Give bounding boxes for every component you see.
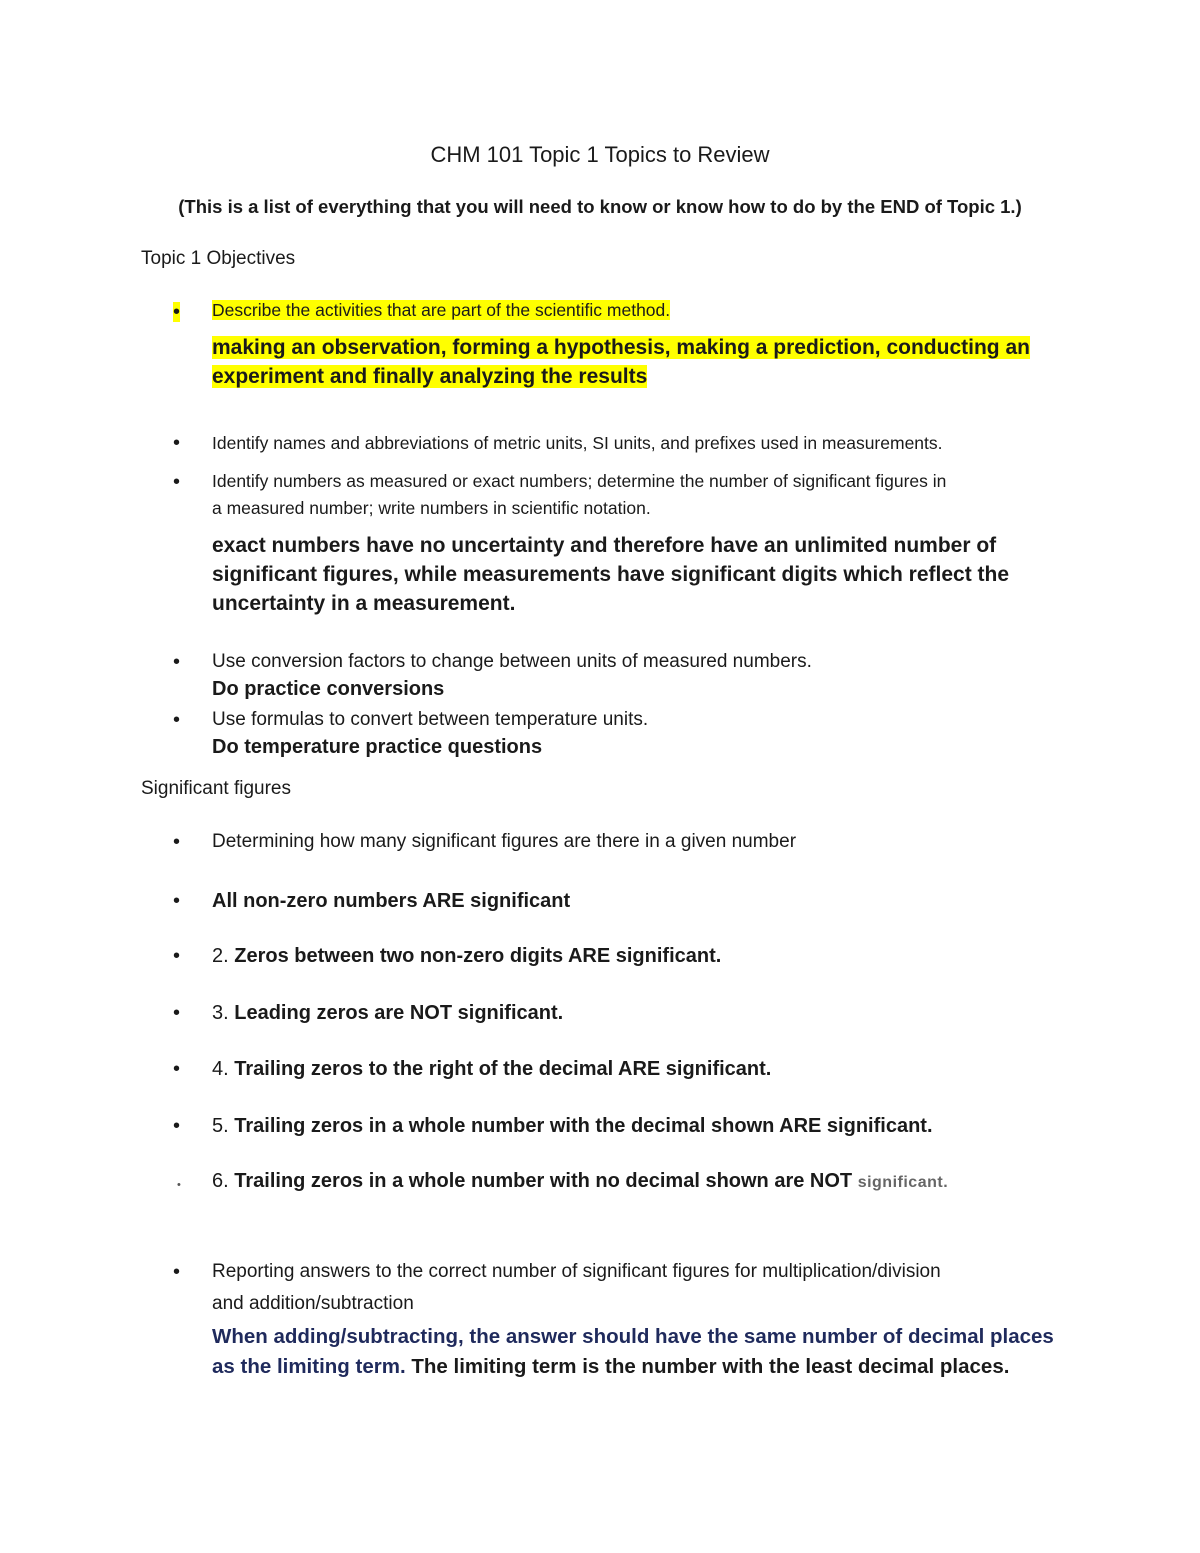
bullet-icon: • — [177, 1179, 181, 1191]
bullet-icon: • — [173, 1002, 181, 1024]
bullet-icon: • — [173, 301, 181, 323]
rule-leading-zeros — [212, 1002, 563, 1025]
bullet-icon: • — [173, 1058, 181, 1080]
rule-number: 5. — [212, 1115, 235, 1137]
objective-metric-units: Identify names and abbreviations of metric units, SI units, and prefixes used in measurements. — [212, 433, 943, 453]
bullet-icon: • — [173, 471, 181, 493]
objective-temperature: Use formulas to convert between temperature units. — [212, 709, 649, 730]
objectives-heading: Topic 1 Objectives — [141, 248, 296, 269]
rule-text: Leading zeros are NOT significant. — [234, 1002, 564, 1024]
rule-trailing-whole-no-decimal — [212, 1170, 948, 1193]
objective-numbers-line1: Identify numbers as measured or exact numbers; determine the number of significant figures in — [212, 471, 947, 491]
page-title: CHM 101 Topic 1 Topics to Review — [430, 142, 770, 167]
bullet-icon: • — [173, 651, 181, 673]
rule-number: 3. — [212, 1002, 235, 1024]
rule-captive-zeros — [212, 945, 721, 968]
answer-temperature-practice: Do temperature practice questions — [212, 736, 543, 758]
rule-text: Trailing zeros in a whole number with the decimal shown ARE significant. — [234, 1115, 933, 1137]
rule-number: 4. — [212, 1058, 235, 1080]
sigfigs-reporting-line1: Reporting answers to the correct number of significant figures for multiplication/division — [212, 1261, 941, 1282]
rule-text: Zeros between two non-zero digits ARE significant. — [234, 945, 722, 967]
rule-trailing-whole-decimal — [212, 1115, 933, 1138]
rule-text-tail: significant. — [857, 1174, 949, 1191]
sigfigs-reporting-line2: and addition/subtraction — [212, 1293, 414, 1314]
rule-text: Trailing zeros in a whole number with no decimal shown are NOT — [234, 1170, 858, 1192]
rule-nonzero: All non-zero numbers ARE significant — [212, 890, 571, 912]
bullet-icon: • — [173, 1261, 181, 1283]
rule-number: 2. — [212, 945, 235, 967]
answer-adding-part-a: as the limiting term. — [212, 1355, 406, 1378]
objective-conversion-factors: Use conversion factors to change between units of measured numbers. — [212, 651, 812, 672]
answer-practice-conversions: Do practice conversions — [212, 678, 445, 700]
answer-adding-part-b: The limiting term is the number with the least decimal places. — [405, 1355, 1010, 1378]
rule-text: Trailing zeros to the right of the decimal ARE significant. — [234, 1058, 772, 1080]
bullet-icon: • — [173, 1115, 181, 1137]
bullet-icon: • — [173, 709, 181, 731]
answer-exact-numbers-line1: exact numbers have no uncertainty and therefore have an unlimited number of — [212, 534, 997, 557]
answer-scientific-method-line1: making an observation, forming a hypothesis, making a prediction, conducting an — [212, 336, 1030, 359]
sigfigs-heading: Significant figures — [141, 778, 291, 799]
bullet-icon: • — [173, 831, 181, 853]
answer-adding-line1: When adding/subtracting, the answer should have the same number of decimal places — [212, 1325, 1054, 1348]
rule-number: 6. — [212, 1170, 235, 1192]
page-subtitle: (This is a list of everything that you will need to know or know how to do by the END of Topic 1.) — [178, 196, 1022, 217]
bullet-icon: • — [173, 432, 181, 454]
answer-scientific-method-line2: experiment and finally analyzing the results — [212, 365, 648, 388]
objective-numbers-line2: a measured number; write numbers in scientific notation. — [212, 498, 651, 518]
bullet-icon: • — [173, 945, 181, 967]
sigfigs-determining: Determining how many significant figures are there in a given number — [212, 831, 797, 852]
answer-adding-line2 — [212, 1355, 1009, 1379]
objective-scientific-method: Describe the activities that are part of the scientific method. — [212, 300, 671, 320]
rule-trailing-decimal — [212, 1058, 771, 1081]
answer-exact-numbers-line3: uncertainty in a measurement. — [212, 592, 516, 615]
answer-exact-numbers-line2: significant figures, while measurements have significant digits which reflect the — [212, 563, 1010, 586]
bullet-icon: • — [173, 890, 181, 912]
